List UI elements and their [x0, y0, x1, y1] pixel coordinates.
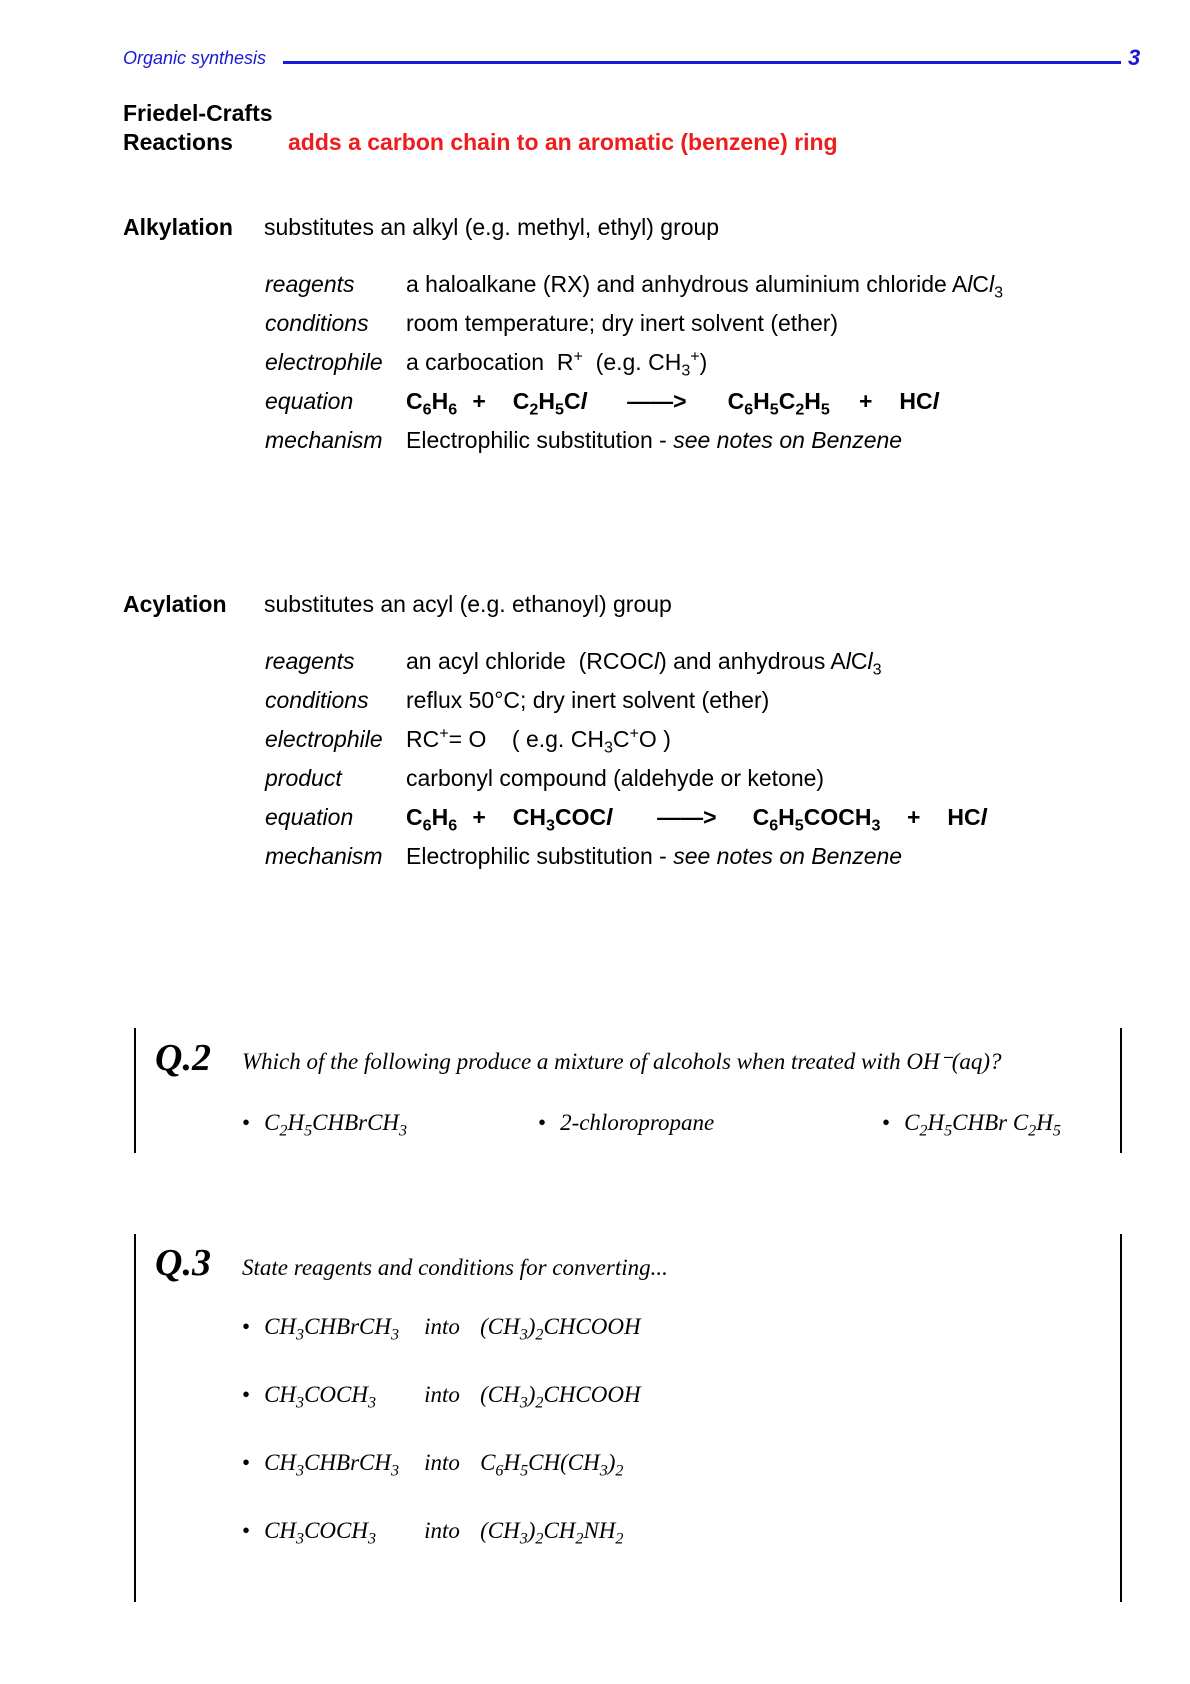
q3-item-3-into: into — [424, 1450, 460, 1475]
acylation-mechanism-value — [406, 843, 902, 870]
acylation-reagents-value: an acyl chloride (RCOCl) and anhydrous AlCl$_3$ — [406, 648, 882, 679]
title-line-1: Friedel-Crafts — [123, 100, 273, 126]
title-line-2: Reactions — [123, 129, 233, 155]
q3-item-3: • $CH_3CHBrCH_3$ into $C_6H_5CH(CH_3)_2$ — [242, 1450, 624, 1480]
q2-number: Q.2 — [155, 1037, 211, 1079]
q3-right-border — [1120, 1234, 1122, 1602]
acylation-electrophile-label: electrophile — [265, 726, 383, 752]
acylation-product-label: product — [265, 765, 342, 791]
acylation-equation-label: equation — [265, 804, 354, 830]
q2-option-3: • $C_2H_5CHBr$ $C_2H_5$ — [882, 1110, 1061, 1140]
q2-left-border — [134, 1028, 136, 1153]
alkylation-conditions-label: conditions — [265, 310, 369, 336]
alkylation-equation-label: equation — [265, 388, 354, 414]
q3-item-4-into: into — [424, 1518, 460, 1543]
alkylation-conditions-value: room temperature; dry inert solvent (ether) — [406, 310, 839, 336]
alkylation-mechanism-ref: see notes on Benzene — [673, 427, 903, 453]
acylation-conditions-label: conditions — [265, 687, 369, 713]
q3-item-1-into: into — [424, 1314, 460, 1339]
alkylation-heading: Alkylation — [123, 214, 233, 240]
q2-option-2: • 2-chloropropane — [538, 1110, 715, 1135]
q3-left-border — [134, 1234, 136, 1602]
page-number: 3 — [1128, 45, 1141, 70]
alkylation-reagents-label: reagents — [265, 271, 355, 297]
acylation-product-value: carbonyl compound (aldehyde or ketone) — [406, 765, 825, 791]
acylation-electrophile-value: RC+= O ( e.g. $CH_3C^+O$ ) — [406, 724, 671, 757]
alkylation-electrophile-value: a carbocation R+ (e.g. $CH_3^+$) — [406, 347, 708, 380]
acylation-mechanism-label: mechanism — [265, 843, 383, 869]
q2-option-1: • $C_2H_5CHBrCH_3$ — [242, 1110, 408, 1140]
acylation-heading: Acylation — [123, 591, 227, 617]
title-description: adds a carbon chain to an aromatic (benzene) ring — [288, 129, 838, 155]
q3-number: Q.3 — [155, 1242, 211, 1284]
alkylation-equation-value: $C_6H_6 + C_2H_5Cl$ ——> $C_6H_5C_2H_5$ + HCl — [406, 388, 939, 419]
q3-item-2-into: into — [424, 1382, 460, 1407]
q3-item-2: • $CH_3COCH_3$ into $(CH_3)_2CHCOOH$ — [242, 1382, 641, 1412]
running-header-title: Organic synthesis — [123, 48, 267, 68]
acylation-mechanism-ref: see notes on Benzene — [673, 843, 903, 869]
q2-option-2-text: 2-chloropropane — [560, 1110, 715, 1135]
q2-question: Which of the following produce a mixture of alcohols when treated with OH⁻(aq)? — [242, 1049, 1002, 1074]
alkylation-reagents-value: a haloalkane (RX) and anhydrous aluminium chloride AlCl$_3$ — [406, 271, 1004, 302]
acylation-description: substitutes an acyl (e.g. ethanoyl) group — [264, 591, 672, 617]
alkylation-mechanism-value — [406, 427, 902, 454]
q3-item-1: • $CH_3CHBrCH_3$ into $(CH_3)_2CHCOOH$ — [242, 1314, 641, 1344]
acylation-mechanism-text: Electrophilic substitution - — [406, 843, 674, 869]
alkylation-mechanism-text: Electrophilic substitution - — [406, 427, 674, 453]
header-rule — [283, 61, 1121, 64]
alkylation-electrophile-label: electrophile — [265, 349, 383, 375]
acylation-reagents-label: reagents — [265, 648, 355, 674]
q3-question: State reagents and conditions for converting... — [242, 1255, 668, 1280]
acylation-equation-value: $C_6H_6$ + $CH_3COCl$ ——> $C_6H_5COCH_3$ + HCl — [406, 804, 987, 835]
acylation-conditions-value: reflux 50°C; dry inert solvent (ether) — [406, 687, 770, 713]
alkylation-mechanism-label: mechanism — [265, 427, 383, 453]
q3-item-4: • $CH_3COCH_3$ into $(CH_3)_2CH_2NH_2$ — [242, 1518, 624, 1548]
q2-right-border — [1120, 1028, 1122, 1153]
alkylation-description: substitutes an alkyl (e.g. methyl, ethyl) group — [264, 214, 720, 240]
